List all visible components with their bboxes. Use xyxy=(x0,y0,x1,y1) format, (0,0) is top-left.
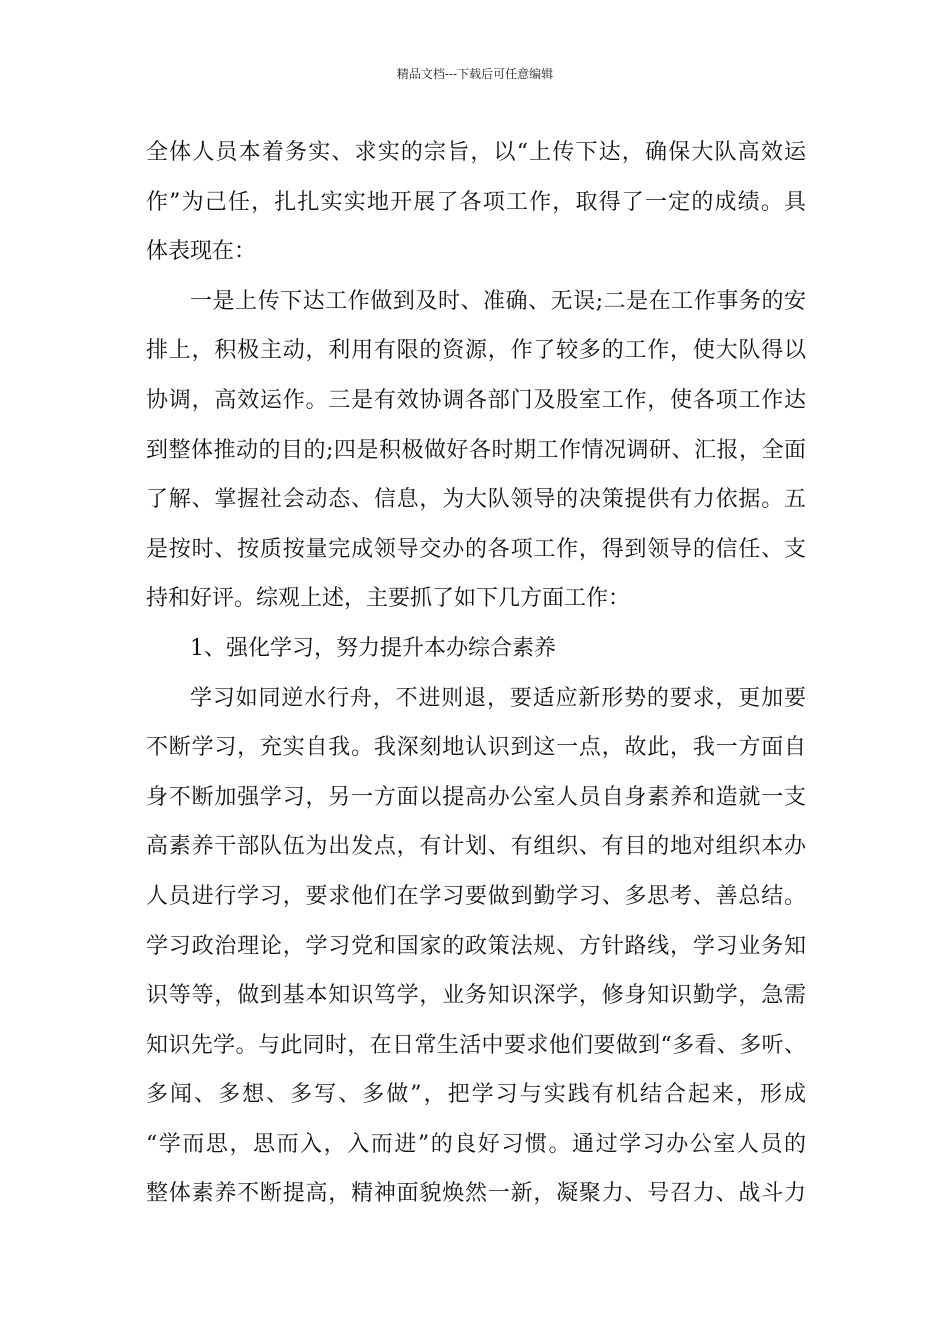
text-line: 人员进行学习，要求他们在学习要做到勤学习、多思考、善总结。 xyxy=(146,883,806,909)
document-body xyxy=(146,128,806,1219)
text-line: 了解、掌握社会动态、信息，为大队领导的决策提供有力依据。五 xyxy=(146,487,806,513)
text-line: 一是上传下达工作做到及时、准确、无误;二是在工作事务的安 xyxy=(190,288,806,314)
text-line: 高素养干部队伍为出发点，有计划、有组织、有目的地对组织本办 xyxy=(146,834,806,860)
text-line: 是按时、按质按量完成领导交办的各项工作，得到领导的信任、支 xyxy=(146,536,806,562)
text-line: 排上，积极主动，利用有限的资源，作了较多的工作，使大队得以 xyxy=(146,338,806,364)
text-line: 学习如同逆水行舟，不进则退，要适应新形势的要求，更加要 xyxy=(190,685,806,711)
text-line: 到整体推动的目的;四是积极做好各时期工作情况调研、汇报，全面 xyxy=(146,437,806,463)
text-line: 多闻、多想、多写、多做”，把学习与实践有机结合起来，形成 xyxy=(146,1082,806,1108)
text-line: 协调，高效运作。三是有效协调各部门及股室工作，使各项工作达 xyxy=(146,387,806,413)
text-line: 全体人员本着务实、求实的宗旨，以“上传下达，确保大队高效运 xyxy=(146,140,806,165)
text-line: 识等等，做到基本知识笃学，业务知识深学，修身知识勤学，急需 xyxy=(146,983,806,1009)
page-header: 精品文档---下载后可任意编辑 xyxy=(396,67,554,81)
text-line: 不断学习，充实自我。我深刻地认识到这一点，故此，我一方面自 xyxy=(146,735,806,761)
text-line: 作”为己任，扎扎实实地开展了各项工作，取得了一定的成绩。具 xyxy=(146,189,806,215)
text-line: 学习政治理论，学习党和国家的政策法规、方针路线，学习业务知 xyxy=(146,933,806,959)
text-line: 整体素养不断提高，精神面貌焕然一新，凝聚力、号召力、战斗力 xyxy=(146,1181,806,1207)
text-line: 体表现在： xyxy=(146,239,257,265)
text-line: 持和好评。综观上述，主要抓了如下几方面工作： xyxy=(146,586,631,612)
text-line: 身不断加强学习，另一方面以提高办公室人员自身素养和造就一支 xyxy=(146,784,806,810)
text-line: “学而思，思而入，入而进”的良好习惯。通过学习办公室人员的 xyxy=(146,1131,806,1157)
text-line: 知识先学。与此同时，在日常生活中要求他们要做到“多看、多听、 xyxy=(146,1032,806,1058)
text-line: 1、强化学习，努力提升本办综合素养 xyxy=(190,635,556,661)
